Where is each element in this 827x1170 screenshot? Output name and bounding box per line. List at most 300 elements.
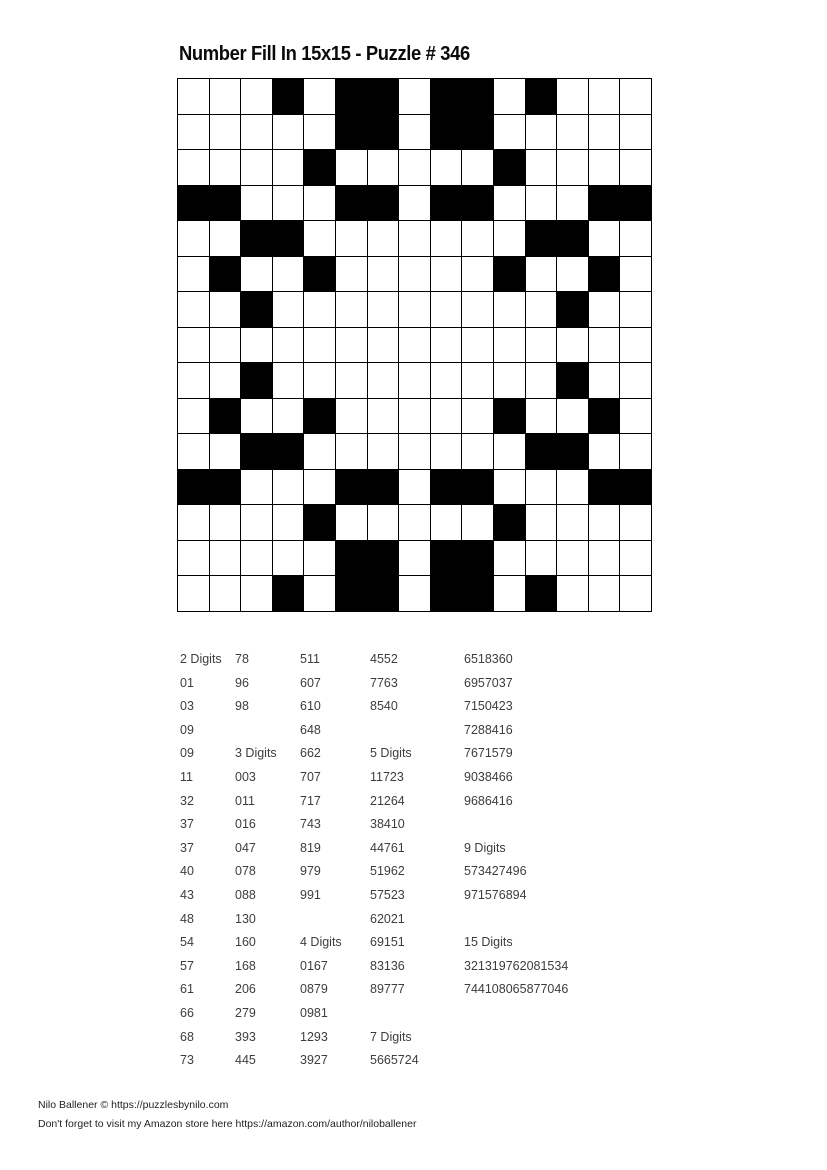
grid-cell[interactable] (431, 257, 463, 293)
grid-cell[interactable] (336, 221, 368, 257)
digit-group-header: 3 Digits (235, 746, 277, 761)
grid-cell-black (526, 434, 558, 470)
grid-cell-black (304, 257, 336, 293)
grid-cell[interactable] (241, 328, 273, 364)
grid-cell[interactable] (399, 470, 431, 506)
grid-cell[interactable] (273, 399, 305, 435)
grid-cell[interactable] (241, 399, 273, 435)
grid-cell[interactable] (368, 257, 400, 293)
number-entry: 573427496 (464, 864, 527, 879)
grid-cell[interactable] (494, 328, 526, 364)
grid-cell[interactable] (526, 150, 558, 186)
grid-cell[interactable] (178, 505, 210, 541)
grid-cell[interactable] (273, 505, 305, 541)
grid-cell-black (620, 470, 652, 506)
grid-cell[interactable] (589, 541, 621, 577)
grid-cell[interactable] (462, 292, 494, 328)
number-entry: 511 (300, 652, 320, 666)
grid-cell[interactable] (304, 328, 336, 364)
grid-cell-black (210, 470, 242, 506)
grid-cell[interactable] (336, 257, 368, 293)
number-entry: 4552 (370, 652, 398, 666)
grid-cell[interactable] (462, 221, 494, 257)
grid-cell[interactable] (557, 257, 589, 293)
grid-cell-black (557, 434, 589, 470)
grid-cell[interactable] (210, 434, 242, 470)
number-entry: 01 (180, 675, 194, 690)
grid-cell[interactable] (178, 292, 210, 328)
grid-cell[interactable] (399, 505, 431, 541)
number-list-column (180, 648, 235, 1073)
digit-group-header: 5 Digits (370, 746, 412, 761)
grid-cell-black (336, 541, 368, 577)
number-entry: 96 (235, 675, 249, 690)
page-title: Number Fill In 15x15 - Puzzle # 346 (179, 43, 470, 65)
grid-cell[interactable] (589, 505, 621, 541)
grid-cell[interactable] (210, 292, 242, 328)
number-entry: 743 (300, 817, 321, 832)
grid-cell[interactable] (526, 115, 558, 151)
grid-cell[interactable] (589, 576, 621, 612)
number-entry: 11 (180, 769, 193, 784)
digit-group-header: 15 Digits (464, 935, 513, 950)
number-entry: 717 (300, 793, 321, 808)
grid-cell[interactable] (620, 150, 652, 186)
grid-cell[interactable] (589, 115, 621, 151)
grid-cell-black (462, 186, 494, 222)
grid-cell-black (368, 541, 400, 577)
grid-cell[interactable] (399, 541, 431, 577)
grid-cell-black (210, 257, 242, 293)
grid-cell[interactable] (273, 115, 305, 151)
grid-cell[interactable] (368, 363, 400, 399)
grid-cell[interactable] (178, 115, 210, 151)
grid-cell[interactable] (336, 399, 368, 435)
grid-cell[interactable] (273, 363, 305, 399)
grid-cell[interactable] (557, 470, 589, 506)
number-entry: 48 (180, 911, 194, 926)
grid-cell[interactable] (399, 115, 431, 151)
grid-cell[interactable] (304, 221, 336, 257)
number-list-column (370, 648, 464, 1073)
grid-cell-black (210, 399, 242, 435)
number-entry: 68 (180, 1029, 194, 1044)
grid-cell[interactable] (589, 150, 621, 186)
grid-cell-black (210, 186, 242, 222)
grid-cell[interactable] (336, 434, 368, 470)
grid-cell-black (462, 576, 494, 612)
grid-cell[interactable] (620, 541, 652, 577)
number-entry: 3927 (300, 1053, 328, 1068)
number-entry: 37 (180, 817, 194, 832)
number-entry: 09 (180, 746, 194, 761)
grid-cell-black (273, 79, 305, 115)
grid-cell[interactable] (557, 79, 589, 115)
grid-cell[interactable] (210, 221, 242, 257)
grid-cell[interactable] (431, 363, 463, 399)
grid-cell[interactable] (210, 363, 242, 399)
grid-cell[interactable] (557, 115, 589, 151)
grid-cell[interactable] (241, 541, 273, 577)
grid-cell[interactable] (241, 470, 273, 506)
number-entry: 21264 (370, 793, 405, 808)
number-entry: 7150423 (464, 699, 513, 714)
grid-cell[interactable] (494, 79, 526, 115)
grid-cell[interactable] (241, 576, 273, 612)
list-spacer (370, 719, 464, 743)
grid-cell-black (462, 470, 494, 506)
number-entry: 6957037 (464, 675, 513, 690)
number-entry: 32 (180, 793, 194, 808)
grid-cell[interactable] (178, 363, 210, 399)
grid-cell-black (273, 221, 305, 257)
grid-cell[interactable] (620, 79, 652, 115)
grid-cell[interactable] (494, 576, 526, 612)
grid-cell[interactable] (620, 221, 652, 257)
grid-cell[interactable] (462, 434, 494, 470)
grid-cell[interactable] (368, 292, 400, 328)
grid-cell[interactable] (526, 257, 558, 293)
grid-cell[interactable] (431, 505, 463, 541)
number-entry: 168 (235, 958, 256, 973)
grid-cell-black (241, 363, 273, 399)
grid-cell-black (368, 115, 400, 151)
grid-cell[interactable] (304, 363, 336, 399)
grid-cell[interactable] (336, 363, 368, 399)
grid-cell-black (462, 115, 494, 151)
puzzle-grid (177, 78, 652, 612)
grid-cell[interactable] (462, 505, 494, 541)
grid-cell[interactable] (399, 328, 431, 364)
number-entry: 662 (300, 746, 321, 761)
digit-group-header: 2 Digits (180, 652, 222, 666)
grid-cell[interactable] (620, 434, 652, 470)
grid-cell[interactable] (620, 576, 652, 612)
number-entry: 648 (300, 722, 321, 737)
grid-cell[interactable] (557, 186, 589, 222)
grid-cell[interactable] (494, 541, 526, 577)
number-entry: 0879 (300, 982, 328, 997)
grid-cell[interactable] (494, 470, 526, 506)
grid-cell-black (462, 79, 494, 115)
grid-cell-black (241, 221, 273, 257)
grid-cell[interactable] (210, 150, 242, 186)
grid-cell[interactable] (399, 257, 431, 293)
number-entry: 40 (180, 864, 194, 879)
grid-cell[interactable] (304, 541, 336, 577)
grid-cell[interactable] (241, 115, 273, 151)
grid-cell[interactable] (178, 328, 210, 364)
digit-group-header: 9 Digits (464, 840, 506, 855)
grid-cell-black (589, 399, 621, 435)
grid-cell[interactable] (399, 150, 431, 186)
number-entry: 7671579 (464, 746, 513, 761)
grid-cell-black (336, 115, 368, 151)
number-entry: 819 (300, 840, 321, 855)
grid-cell[interactable] (589, 292, 621, 328)
number-lists (180, 648, 674, 1073)
grid-cell[interactable] (304, 79, 336, 115)
grid-cell[interactable] (399, 399, 431, 435)
grid-cell-black (462, 541, 494, 577)
grid-cell-black (336, 470, 368, 506)
number-entry: 44761 (370, 840, 405, 855)
list-spacer (235, 719, 300, 743)
grid-cell-black (431, 541, 463, 577)
grid-cell-black (241, 292, 273, 328)
grid-cell[interactable] (399, 186, 431, 222)
grid-cell[interactable] (557, 576, 589, 612)
number-entry: 5665724 (370, 1053, 419, 1068)
grid-cell[interactable] (620, 292, 652, 328)
grid-cell[interactable] (526, 541, 558, 577)
number-list-column (464, 648, 674, 1073)
number-entry: 62021 (370, 911, 405, 926)
number-entry: 047 (235, 840, 256, 855)
grid-cell[interactable] (589, 434, 621, 470)
number-entry: 078 (235, 864, 256, 879)
grid-cell[interactable] (557, 150, 589, 186)
number-entry: 011 (235, 793, 255, 808)
grid-cell[interactable] (336, 150, 368, 186)
grid-cell[interactable] (273, 470, 305, 506)
number-entry: 0981 (300, 1005, 328, 1020)
number-entry: 89777 (370, 982, 405, 997)
number-entry: 607 (300, 675, 321, 690)
grid-cell-black (557, 221, 589, 257)
grid-cell-black (431, 79, 463, 115)
grid-cell[interactable] (368, 505, 400, 541)
number-entry: 279 (235, 1005, 256, 1020)
grid-cell-black (589, 257, 621, 293)
grid-cell-black (526, 79, 558, 115)
grid-cell[interactable] (431, 328, 463, 364)
grid-cell[interactable] (526, 363, 558, 399)
grid-cell-black (368, 470, 400, 506)
number-entry: 7763 (370, 675, 398, 690)
footer-copyright: Nilo Ballener © https://puzzlesbynilo.com (38, 1099, 229, 1111)
number-list-column (300, 648, 370, 1073)
grid-cell[interactable] (178, 79, 210, 115)
number-entry: 57523 (370, 887, 405, 902)
digit-group-header: 7 Digits (370, 1029, 412, 1044)
number-entry: 088 (235, 887, 256, 902)
grid-cell-black (589, 470, 621, 506)
grid-cell[interactable] (368, 328, 400, 364)
grid-cell[interactable] (178, 221, 210, 257)
grid-cell[interactable] (368, 399, 400, 435)
grid-cell-black (336, 79, 368, 115)
grid-cell[interactable] (241, 505, 273, 541)
grid-cell-black (431, 186, 463, 222)
grid-cell[interactable] (620, 399, 652, 435)
number-entry: 707 (300, 769, 321, 784)
grid-cell[interactable] (210, 79, 242, 115)
grid-cell[interactable] (620, 115, 652, 151)
grid-cell[interactable] (210, 541, 242, 577)
number-entry: 98 (235, 699, 249, 714)
grid-cell[interactable] (431, 150, 463, 186)
grid-cell[interactable] (304, 434, 336, 470)
grid-cell-black (241, 434, 273, 470)
grid-cell-black (304, 150, 336, 186)
grid-cell[interactable] (526, 328, 558, 364)
grid-cell-black (178, 186, 210, 222)
grid-cell[interactable] (620, 505, 652, 541)
grid-cell[interactable] (210, 576, 242, 612)
grid-cell-black (589, 186, 621, 222)
grid-cell[interactable] (178, 576, 210, 612)
grid-cell[interactable] (494, 292, 526, 328)
grid-cell[interactable] (526, 470, 558, 506)
grid-cell[interactable] (526, 399, 558, 435)
grid-cell[interactable] (273, 541, 305, 577)
grid-cell-black (368, 186, 400, 222)
grid-cell[interactable] (368, 150, 400, 186)
grid-cell[interactable] (178, 434, 210, 470)
grid-cell[interactable] (273, 186, 305, 222)
number-entry: 7288416 (464, 722, 513, 737)
grid-cell-black (336, 186, 368, 222)
grid-cell[interactable] (431, 292, 463, 328)
number-entry: 979 (300, 864, 321, 879)
number-entry: 445 (235, 1053, 256, 1068)
footer-amazon-note: Don't forget to visit my Amazon store here https://amazon.com/author/niloballener (38, 1118, 417, 1130)
grid-cell[interactable] (304, 576, 336, 612)
grid-cell[interactable] (241, 257, 273, 293)
number-entry: 991 (300, 887, 321, 902)
grid-cell[interactable] (210, 505, 242, 541)
grid-cell[interactable] (589, 79, 621, 115)
number-entry: 130 (235, 911, 256, 926)
grid-cell-black (368, 79, 400, 115)
grid-cell-black (178, 470, 210, 506)
number-entry: 66 (180, 1005, 194, 1020)
grid-cell[interactable] (589, 363, 621, 399)
grid-cell[interactable] (368, 434, 400, 470)
grid-cell[interactable] (399, 292, 431, 328)
grid-cell-black (526, 221, 558, 257)
grid-cell-black (273, 434, 305, 470)
grid-cell[interactable] (620, 363, 652, 399)
grid-cell[interactable] (462, 328, 494, 364)
grid-cell[interactable] (526, 186, 558, 222)
grid-cell[interactable] (431, 399, 463, 435)
grid-cell[interactable] (273, 292, 305, 328)
list-spacer (464, 813, 674, 837)
grid-cell[interactable] (241, 186, 273, 222)
grid-cell[interactable] (336, 328, 368, 364)
number-entry: 016 (235, 817, 256, 832)
number-entry: 206 (235, 982, 256, 997)
number-entry: 393 (235, 1029, 256, 1044)
grid-cell[interactable] (178, 150, 210, 186)
grid-cell-black (494, 399, 526, 435)
grid-cell-black (431, 470, 463, 506)
grid-cell-black (494, 505, 526, 541)
grid-cell-black (494, 257, 526, 293)
grid-cell[interactable] (494, 434, 526, 470)
number-entry: 321319762081534 (464, 958, 569, 973)
grid-cell[interactable] (399, 221, 431, 257)
number-entry: 61 (180, 982, 194, 997)
grid-cell-black (557, 363, 589, 399)
number-entry: 37 (180, 840, 194, 855)
grid-cell[interactable] (557, 541, 589, 577)
grid-cell[interactable] (620, 257, 652, 293)
number-entry: 09 (180, 722, 194, 737)
grid-cell[interactable] (399, 79, 431, 115)
grid-cell[interactable] (178, 541, 210, 577)
grid-cell[interactable] (368, 221, 400, 257)
grid-cell[interactable] (336, 292, 368, 328)
number-entry: 9038466 (464, 769, 513, 784)
grid-cell-black (620, 186, 652, 222)
grid-cell[interactable] (526, 505, 558, 541)
grid-cell[interactable] (178, 399, 210, 435)
grid-cell[interactable] (462, 399, 494, 435)
list-spacer (464, 908, 674, 932)
grid-cell[interactable] (462, 257, 494, 293)
footer (38, 1096, 416, 1134)
grid-cell-black (557, 292, 589, 328)
grid-cell[interactable] (304, 115, 336, 151)
grid-cell[interactable] (494, 115, 526, 151)
grid-cell-black (526, 576, 558, 612)
grid-cell[interactable] (494, 186, 526, 222)
grid-cell[interactable] (557, 328, 589, 364)
grid-cell[interactable] (589, 328, 621, 364)
grid-cell[interactable] (273, 328, 305, 364)
grid-cell[interactable] (210, 328, 242, 364)
grid-cell[interactable] (431, 221, 463, 257)
number-entry: 0167 (300, 958, 328, 973)
grid-cell[interactable] (399, 576, 431, 612)
grid-cell[interactable] (241, 150, 273, 186)
number-entry: 43 (180, 887, 194, 902)
grid-cell[interactable] (557, 505, 589, 541)
grid-cell[interactable] (431, 434, 463, 470)
grid-cell[interactable] (620, 328, 652, 364)
grid-cell[interactable] (557, 399, 589, 435)
grid-cell[interactable] (399, 363, 431, 399)
number-entry: 6518360 (464, 652, 513, 666)
grid-cell[interactable] (304, 470, 336, 506)
number-entry: 610 (300, 699, 321, 714)
grid-cell[interactable] (399, 434, 431, 470)
grid-cell[interactable] (273, 150, 305, 186)
number-entry: 744108065877046 (464, 982, 569, 997)
grid-cell[interactable] (273, 257, 305, 293)
grid-cell[interactable] (304, 186, 336, 222)
grid-cell[interactable] (241, 79, 273, 115)
number-entry: 38410 (370, 817, 405, 832)
digit-group-header: 4 Digits (300, 935, 342, 950)
grid-cell[interactable] (462, 150, 494, 186)
grid-cell[interactable] (304, 292, 336, 328)
grid-cell[interactable] (494, 221, 526, 257)
grid-cell[interactable] (462, 363, 494, 399)
grid-cell[interactable] (178, 257, 210, 293)
grid-cell[interactable] (210, 115, 242, 151)
grid-cell[interactable] (589, 221, 621, 257)
grid-cell-black (431, 576, 463, 612)
number-entry: 971576894 (464, 887, 527, 902)
grid-cell-black (336, 576, 368, 612)
grid-cell[interactable] (494, 363, 526, 399)
grid-cell[interactable] (526, 292, 558, 328)
grid-cell[interactable] (336, 505, 368, 541)
